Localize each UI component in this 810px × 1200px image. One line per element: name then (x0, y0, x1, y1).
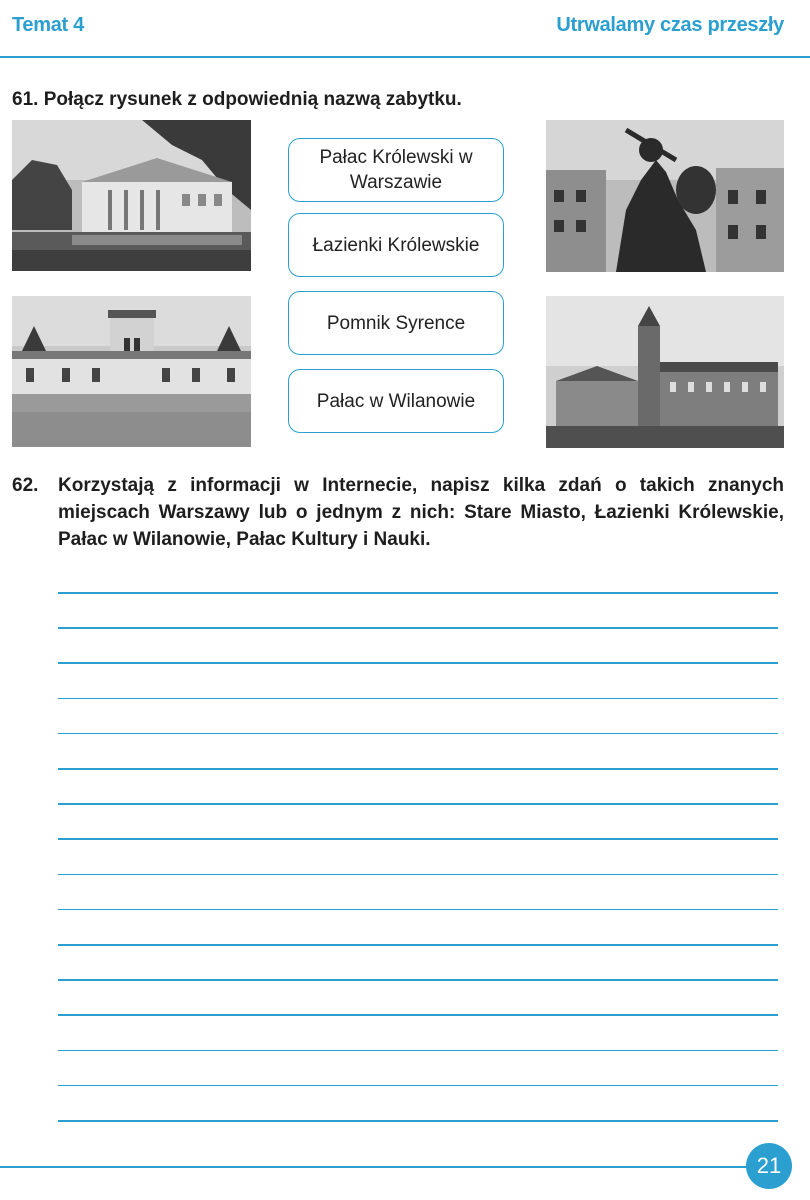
writing-line[interactable] (58, 803, 778, 805)
label-lazienki: Łazienki Królewskie (288, 213, 504, 277)
writing-line[interactable] (58, 944, 778, 946)
exercise-61-instruction: Połącz rysunek z odpowiednią nazwą zabytku. (43, 89, 462, 110)
exercise-61-heading (12, 86, 462, 113)
writing-line[interactable] (58, 1085, 778, 1087)
photo-wilanow (12, 296, 251, 447)
label-palac-wilanow: Pałac w Wilanowie (288, 369, 504, 433)
header-divider (0, 56, 810, 58)
exercise-62-number: 62. (12, 475, 39, 496)
writing-line[interactable] (58, 979, 778, 981)
page-number: 21 (746, 1143, 792, 1189)
writing-line[interactable] (58, 838, 778, 840)
writing-line[interactable] (58, 698, 778, 700)
writing-line[interactable] (58, 627, 778, 629)
writing-line[interactable] (58, 662, 778, 664)
section-title: Utrwalamy czas przeszły (556, 14, 784, 36)
photo-zamek-krolewski (546, 296, 784, 448)
photo-lazienki (12, 120, 251, 271)
writing-line[interactable] (58, 874, 778, 876)
exercise-62-heading (12, 472, 784, 553)
writing-line[interactable] (58, 909, 778, 911)
label-pomnik-syrence: Pomnik Syrence (288, 291, 504, 355)
writing-line[interactable] (58, 768, 778, 770)
exercise-62-instruction: Korzystają z informacji w Internecie, napisz kilka zdań o takich znanych miejscach Warszawy lub o jednym z nich: Stare Miasto, Łazienki Królewskie, Pałac w Wilanowie, Pałac Kultury i Nauki. (58, 475, 784, 550)
exercise-61-number: 61. (12, 89, 39, 110)
footer-divider (0, 1166, 760, 1168)
writing-line[interactable] (58, 1050, 778, 1052)
photo-syrenka (546, 120, 784, 272)
label-palac-krolewski: Pałac Królewski w Warszawie (288, 138, 504, 202)
writing-line[interactable] (58, 1014, 778, 1016)
writing-line[interactable] (58, 1120, 778, 1122)
writing-line[interactable] (58, 592, 778, 594)
writing-line[interactable] (58, 733, 778, 735)
topic-label: Temat 4 (12, 14, 85, 36)
